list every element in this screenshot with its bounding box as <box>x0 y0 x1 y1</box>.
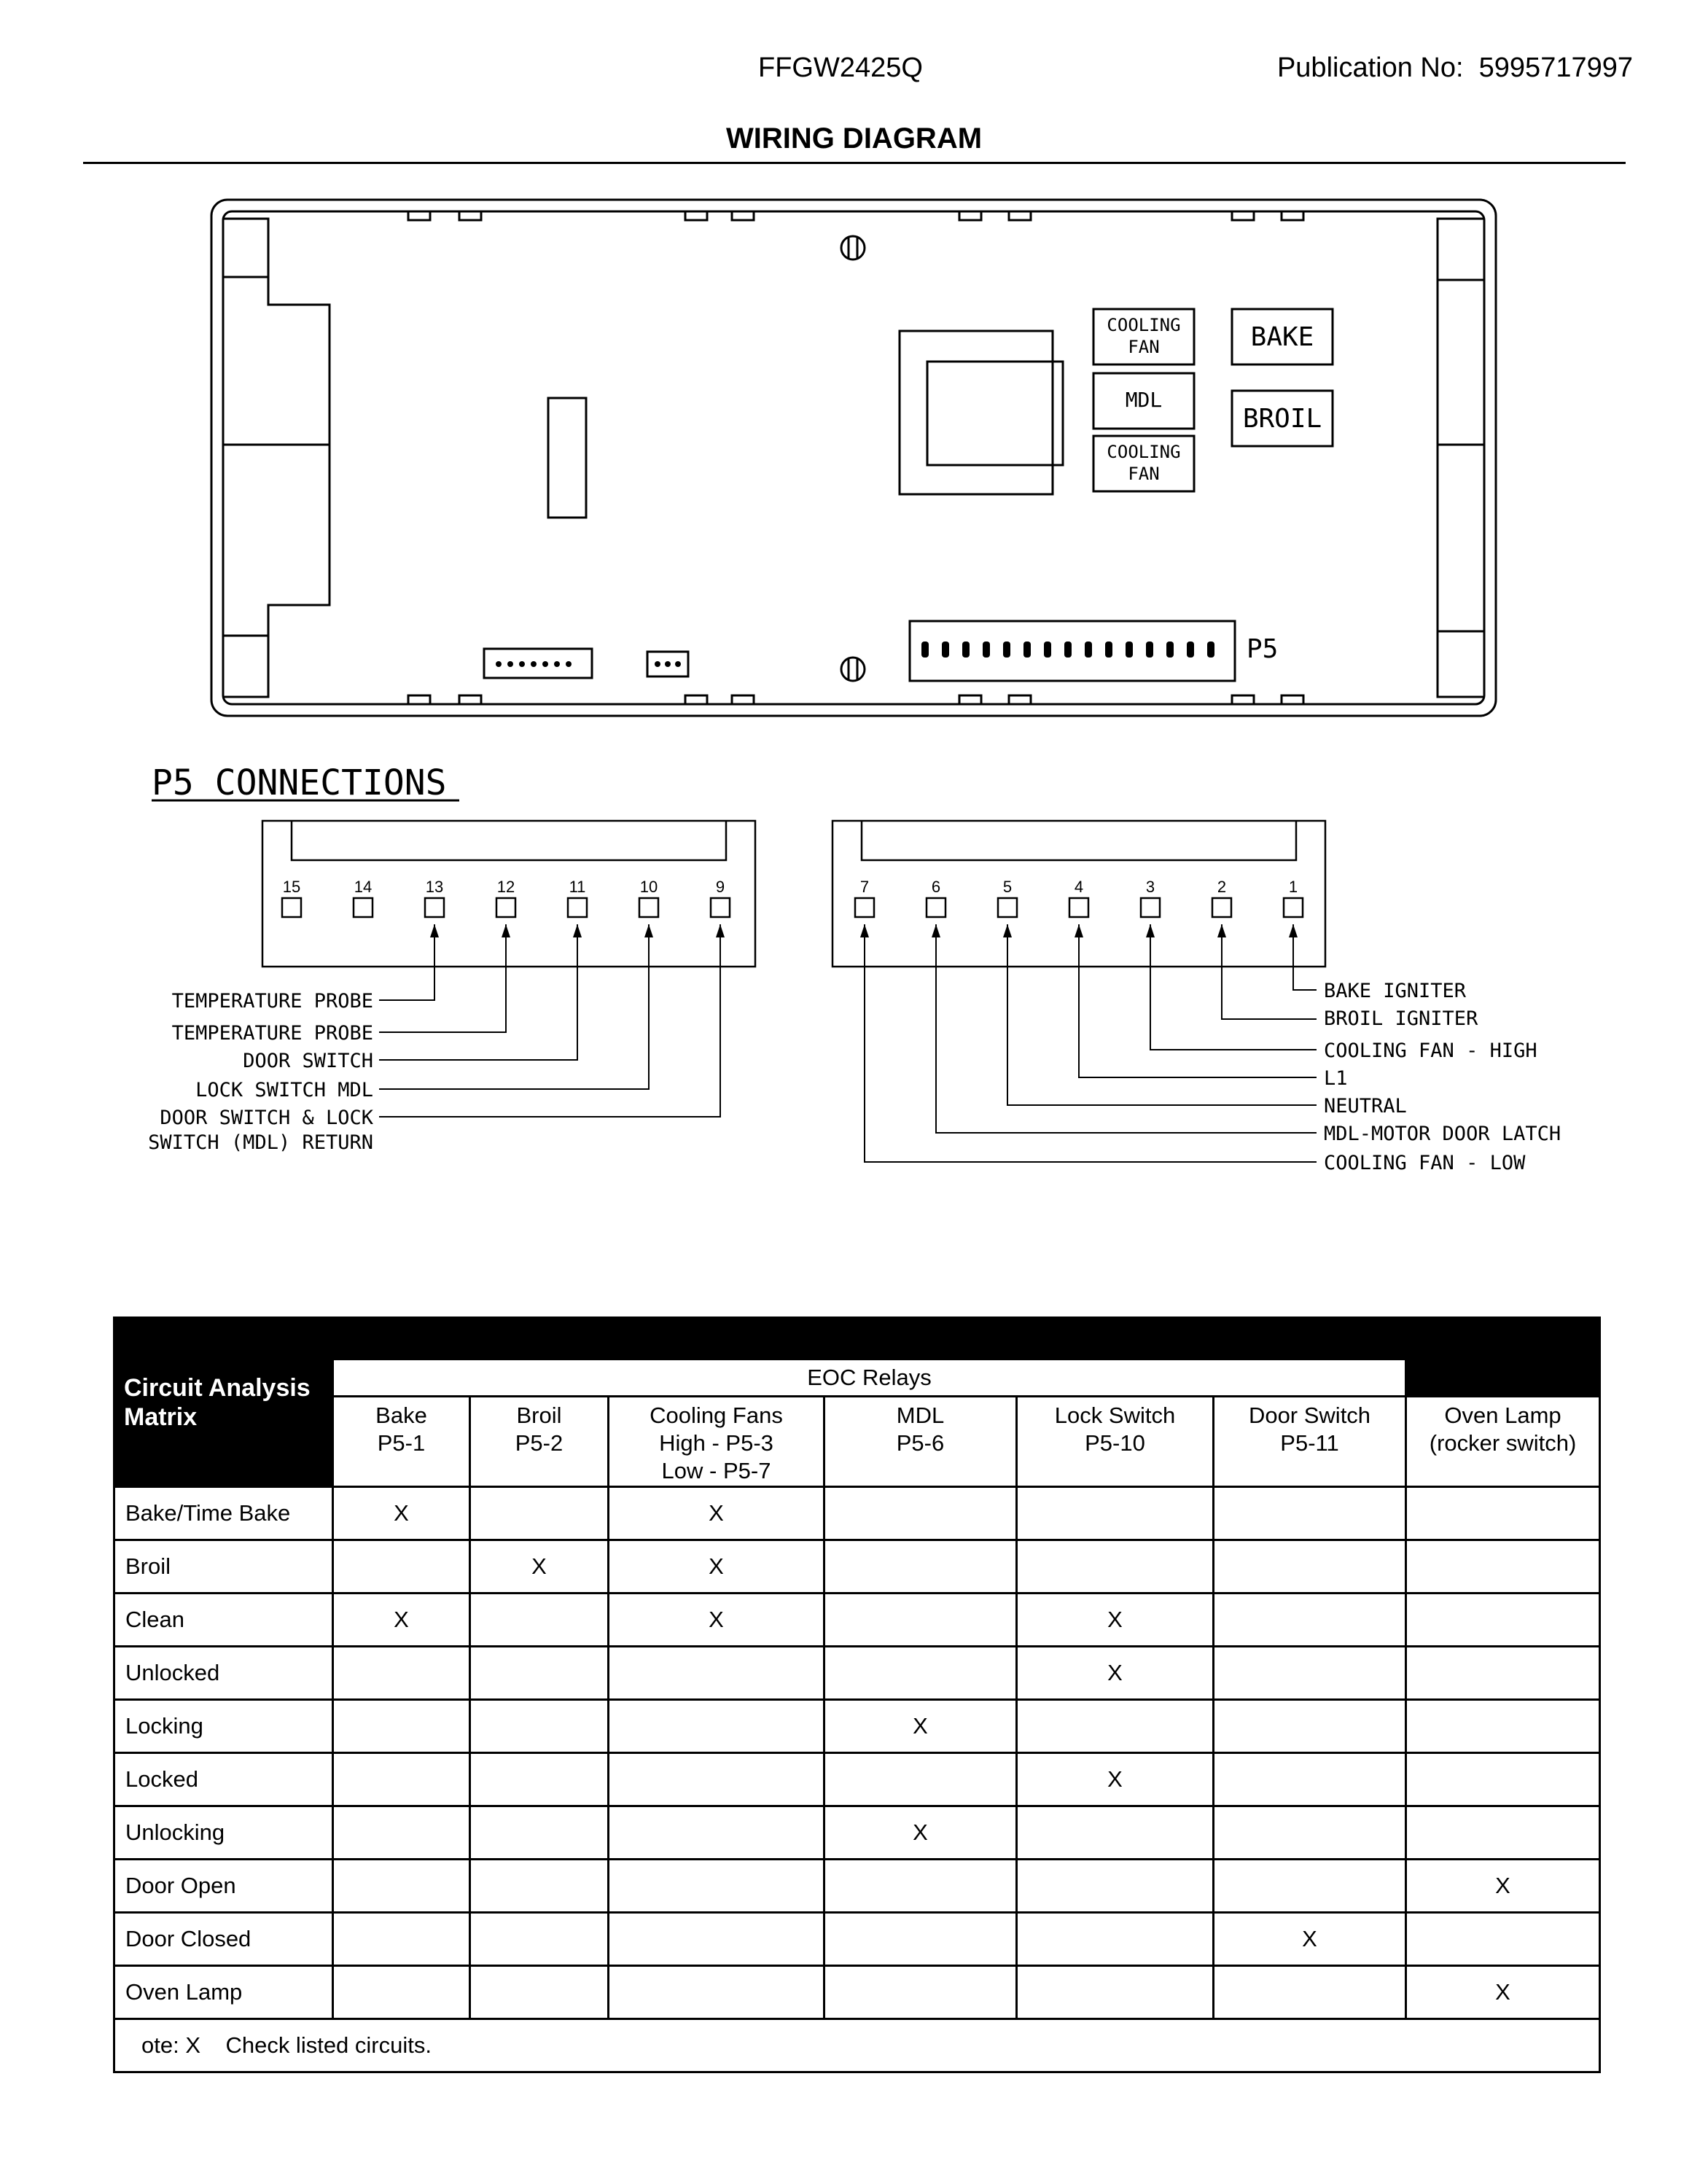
row-label: Bake/Time Bake <box>114 1487 333 1540</box>
matrix-cell: X <box>609 1487 824 1540</box>
matrix-cell: X <box>1017 1753 1214 1806</box>
pin-number: 13 <box>425 878 444 896</box>
matrix-cell: X <box>333 1487 470 1540</box>
p5-board-label: P5 <box>1247 634 1279 664</box>
pin-number: 9 <box>715 878 725 896</box>
matrix-cell <box>470 1966 609 2019</box>
p5-board-connector <box>910 621 1235 681</box>
pin-3 <box>1141 898 1160 917</box>
display-window <box>927 362 1063 465</box>
row-label: Oven Lamp <box>114 1966 333 2019</box>
pin-6 <box>927 898 945 917</box>
matrix-cell: X <box>333 1594 470 1647</box>
matrix-cell <box>1406 1487 1600 1540</box>
matrix-cell <box>609 1966 824 2019</box>
matrix-cell <box>1406 1806 1600 1860</box>
row-label: Unlocking <box>114 1806 333 1860</box>
wire-label-pin-10: LOCK SWITCH MDL <box>195 1079 373 1101</box>
matrix-cell <box>333 1806 470 1860</box>
row-label: Unlocked <box>114 1647 333 1700</box>
matrix-cell <box>1214 1860 1406 1913</box>
matrix-cell <box>333 1966 470 2019</box>
column-header: Door Switch P5-11 <box>1214 1397 1406 1487</box>
column-header: MDL P5-6 <box>824 1397 1017 1487</box>
wire-label-pin-9: DOOR SWITCH & LOCK <box>160 1107 373 1129</box>
wire-label-pin-7: COOLING FAN - LOW <box>1324 1152 1526 1174</box>
relay-label: FAN <box>1128 337 1160 357</box>
pin-number: 14 <box>354 878 373 896</box>
matrix-cell <box>333 1700 470 1753</box>
matrix-cell <box>609 1860 824 1913</box>
pin-13 <box>425 898 444 917</box>
matrix-cell: X <box>470 1540 609 1594</box>
screw-icon <box>841 236 865 260</box>
matrix-cell <box>1214 1487 1406 1540</box>
relay-label: FAN <box>1128 464 1160 484</box>
matrix-cell <box>1406 1913 1600 1966</box>
pin-1 <box>1284 898 1303 917</box>
column-header: Cooling Fans High - P5-3 Low - P5-7 <box>609 1397 824 1487</box>
pin-number: 1 <box>1288 878 1298 896</box>
matrix-cell <box>824 1647 1017 1700</box>
pin-number: 11 <box>569 878 586 896</box>
p5-section-title: P5 CONNECTIONS <box>152 762 447 803</box>
table-row <box>114 1753 1600 1806</box>
pin-number: 5 <box>1002 878 1013 896</box>
pin-number: 10 <box>639 878 658 896</box>
matrix-cell <box>609 1700 824 1753</box>
table-row <box>114 1700 1600 1753</box>
pin-7 <box>855 898 874 917</box>
pin-14 <box>354 898 373 917</box>
matrix-cell <box>470 1594 609 1647</box>
matrix-cell <box>1214 1594 1406 1647</box>
matrix-cell <box>1214 1966 1406 2019</box>
matrix-cell: X <box>609 1594 824 1647</box>
matrix-cell <box>470 1860 609 1913</box>
board-component <box>548 398 586 518</box>
matrix-cell <box>824 1594 1017 1647</box>
row-label: Clean <box>114 1594 333 1647</box>
matrix-cell <box>824 1860 1017 1913</box>
matrix-cell <box>609 1913 824 1966</box>
matrix-cell: X <box>1406 1966 1600 2019</box>
matrix-cell <box>333 1860 470 1913</box>
page-title: WIRING DIAGRAM <box>725 122 983 155</box>
pin-5 <box>998 898 1017 917</box>
matrix-cell <box>333 1913 470 1966</box>
row-label: Locked <box>114 1753 333 1806</box>
matrix-cell <box>1017 1913 1214 1966</box>
matrix-cell <box>1214 1753 1406 1806</box>
pin-number: 6 <box>931 878 941 896</box>
wire-label-pin-1: BAKE IGNITER <box>1324 980 1467 1002</box>
matrix-cell <box>824 1913 1017 1966</box>
matrix-cell: X <box>1017 1647 1214 1700</box>
matrix-cell <box>470 1753 609 1806</box>
matrix-cell <box>1017 1860 1214 1913</box>
matrix-cell <box>1406 1540 1600 1594</box>
matrix-cell <box>333 1540 470 1594</box>
matrix-cell <box>609 1753 824 1806</box>
wire-label-pin-13: TEMPERATURE PROBE <box>171 990 373 1013</box>
column-header: Broil P5-2 <box>470 1397 609 1487</box>
control-board-outline <box>211 200 1496 716</box>
table-row <box>114 1860 1600 1913</box>
control-board-inner <box>223 211 1484 704</box>
matrix-cell <box>333 1753 470 1806</box>
relay-label: MDL <box>1125 388 1163 412</box>
matrix-cell: X <box>824 1700 1017 1753</box>
wire-label-pin-6: MDL-MOTOR DOOR LATCH <box>1324 1123 1561 1145</box>
column-header: Bake P5-1 <box>333 1397 470 1487</box>
pin-number: 12 <box>496 878 515 896</box>
matrix-cell <box>470 1647 609 1700</box>
matrix-title: Circuit Analysis Matrix <box>114 1318 333 1487</box>
matrix-cell <box>1406 1647 1600 1700</box>
table-row <box>114 1594 1600 1647</box>
display-frame <box>900 331 1053 494</box>
matrix-cell <box>1214 1647 1406 1700</box>
row-label: Broil <box>114 1540 333 1594</box>
relay-label: BROIL <box>1242 404 1322 434</box>
table-row <box>114 1647 1600 1700</box>
publication-number: Publication No: 5995717997 <box>1276 52 1633 83</box>
eoc-relays-header: EOC Relays <box>333 1360 1406 1397</box>
matrix-cell <box>1406 1700 1600 1753</box>
pin-number: 2 <box>1217 878 1227 896</box>
wire-label-pin-5: NEUTRAL <box>1324 1095 1407 1117</box>
matrix-cell: X <box>609 1540 824 1594</box>
screw-icon <box>841 658 865 681</box>
matrix-cell <box>824 1966 1017 2019</box>
matrix-cell <box>609 1806 824 1860</box>
circuit-analysis-matrix <box>113 1317 1601 2073</box>
matrix-cell <box>1017 1540 1214 1594</box>
pin-10 <box>639 898 658 917</box>
table-row <box>114 1966 1600 2019</box>
matrix-cell <box>1017 1487 1214 1540</box>
column-header: Oven Lamp (rocker switch) <box>1406 1397 1600 1487</box>
matrix-cell <box>824 1540 1017 1594</box>
row-label: Door Closed <box>114 1913 333 1966</box>
table-row <box>114 1540 1600 1594</box>
relay-label: COOLING <box>1107 442 1181 462</box>
matrix-cell: X <box>1017 1594 1214 1647</box>
matrix-cell <box>824 1487 1017 1540</box>
pin-15 <box>282 898 301 917</box>
wire-label-pin-12: TEMPERATURE PROBE <box>171 1022 373 1045</box>
pin-number: 4 <box>1074 878 1084 896</box>
pin-number: 15 <box>282 878 301 896</box>
column-header: Lock Switch P5-10 <box>1017 1397 1214 1487</box>
table-row <box>114 1806 1600 1860</box>
relay-label: BAKE <box>1250 322 1314 352</box>
matrix-cell: X <box>1214 1913 1406 1966</box>
pin-number: 3 <box>1145 878 1155 896</box>
matrix-cell <box>1017 1700 1214 1753</box>
row-label: Locking <box>114 1700 333 1753</box>
wire-label-pin-9-line2: SWITCH (MDL) RETURN <box>148 1131 373 1154</box>
matrix-cell <box>1017 1966 1214 2019</box>
wire-label-pin-3: COOLING FAN - HIGH <box>1324 1040 1537 1062</box>
matrix-cell <box>1406 1594 1600 1647</box>
matrix-cell <box>333 1647 470 1700</box>
matrix-cell <box>470 1700 609 1753</box>
model-number: FFGW2425Q <box>758 52 923 83</box>
matrix-cell <box>824 1753 1017 1806</box>
matrix-cell <box>1406 1753 1600 1806</box>
matrix-cell <box>470 1913 609 1966</box>
matrix-note: ote: X Check listed circuits. <box>114 2019 1600 2072</box>
wire-label-pin-4: L1 <box>1324 1067 1348 1090</box>
matrix-cell <box>1214 1700 1406 1753</box>
matrix-cell: X <box>824 1806 1017 1860</box>
relay-label: COOLING <box>1107 315 1181 335</box>
wire-label-pin-11: DOOR SWITCH <box>243 1050 373 1072</box>
table-row <box>114 1487 1600 1540</box>
row-label: Door Open <box>114 1860 333 1913</box>
pin-4 <box>1069 898 1088 917</box>
table-row <box>114 1913 1600 1966</box>
pin-9 <box>711 898 730 917</box>
matrix-cell <box>1214 1806 1406 1860</box>
matrix-cell <box>1017 1806 1214 1860</box>
pin-2 <box>1212 898 1231 917</box>
matrix-cell <box>609 1647 824 1700</box>
pin-12 <box>496 898 515 917</box>
matrix-cell <box>470 1487 609 1540</box>
wire-label-pin-2: BROIL IGNITER <box>1324 1007 1478 1030</box>
matrix-cell <box>470 1806 609 1860</box>
matrix-cell <box>1214 1540 1406 1594</box>
pin-11 <box>568 898 587 917</box>
pin-number: 7 <box>859 878 870 896</box>
matrix-cell: X <box>1406 1860 1600 1913</box>
